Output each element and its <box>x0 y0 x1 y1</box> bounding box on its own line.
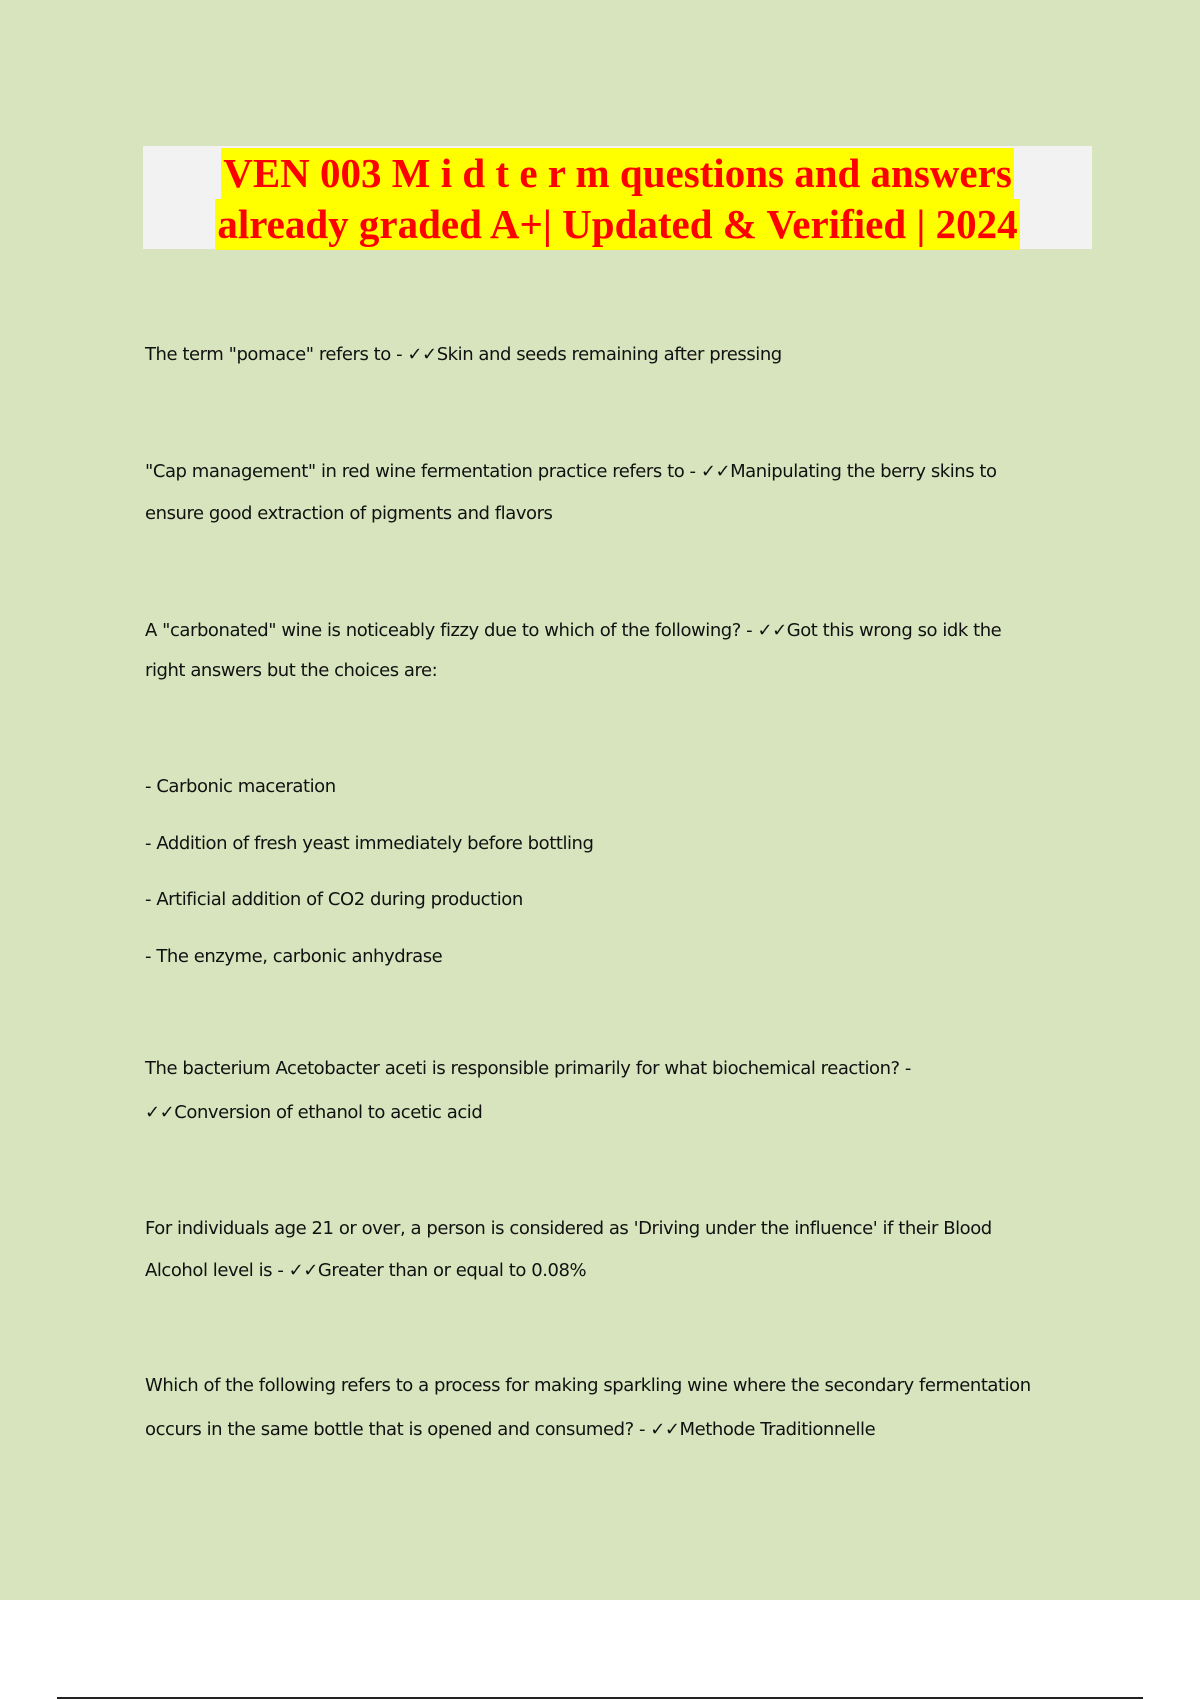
qa-methode-line-1: Which of the following refers to a process for making sparkling wine where the secondary fermentation <box>145 1375 1031 1396</box>
qa-cap-management-line-1: "Cap management" in red wine fermentation practice refers to - ✓✓Manipulating the berry skins to <box>145 461 997 482</box>
qa-pomace: The term "pomace" refers to - ✓✓Skin and seeds remaining after pressing <box>145 344 782 365</box>
title-box <box>143 146 1092 249</box>
qa-dui-line-2: Alcohol level is - ✓✓Greater than or equal to 0.08% <box>145 1260 587 1281</box>
document-title-line-1: VEN 003 M i d t e r m questions and answers <box>221 148 1014 199</box>
qa-acetobacter-line-1: The bacterium Acetobacter aceti is responsible primarily for what biochemical reaction? - <box>145 1058 911 1079</box>
choice-fresh-yeast: - Addition of fresh yeast immediately before bottling <box>145 833 594 854</box>
qa-methode-line-2: occurs in the same bottle that is opened and consumed? - ✓✓Methode Traditionnelle <box>145 1419 876 1440</box>
choice-carbonic-anhydrase: - The enzyme, carbonic anhydrase <box>145 946 443 967</box>
footer-divider <box>57 1697 1143 1699</box>
qa-dui-line-1: For individuals age 21 or over, a person is considered as 'Driving under the influence' if their Blood <box>145 1218 992 1239</box>
qa-acetobacter-line-2: ✓✓Conversion of ethanol to acetic acid <box>145 1102 483 1123</box>
qa-carbonated-line-2: right answers but the choices are: <box>145 660 438 681</box>
qa-cap-management-line-2: ensure good extraction of pigments and flavors <box>145 503 553 524</box>
document-title-line-2: already graded A+| Updated & Verified | 2024 <box>215 199 1019 250</box>
choice-carbonic-maceration: - Carbonic maceration <box>145 776 336 797</box>
choice-artificial-co2: - Artificial addition of CO2 during production <box>145 889 523 910</box>
qa-carbonated-line-1: A "carbonated" wine is noticeably fizzy due to which of the following? - ✓✓Got this wrong so idk the <box>145 620 1002 641</box>
